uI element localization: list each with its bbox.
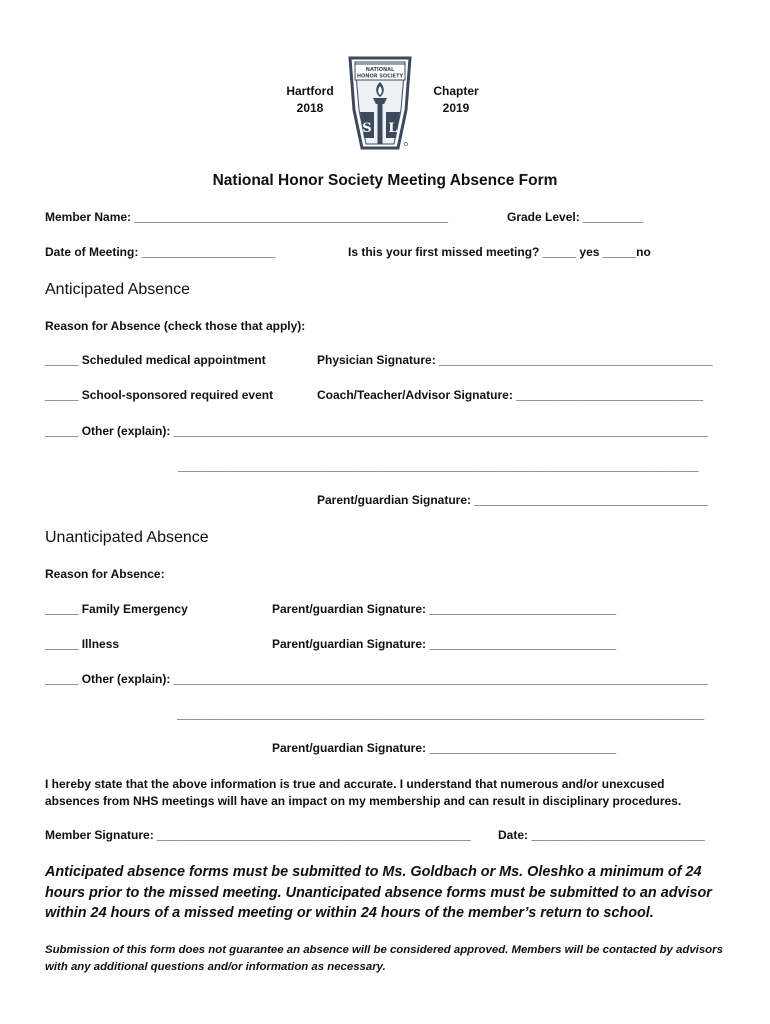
- anticipated-heading: Anticipated Absence: [45, 281, 190, 298]
- svg-text:S: S: [362, 121, 372, 136]
- header-hartford: Hartford: [286, 84, 334, 98]
- illness-checkbox[interactable]: _____ Illness: [45, 637, 120, 651]
- date-field[interactable]: Date: __________________________: [498, 828, 705, 842]
- header-chapter: Chapter: [433, 84, 479, 98]
- anticipated-parent-signature-field[interactable]: Parent/guardian Signature: ___________________________________: [317, 493, 708, 507]
- unanticipated-other-line2[interactable]: _______________________________________________________________________________: [177, 707, 705, 721]
- physician-signature-field[interactable]: Physician Signature: _________________________________________: [317, 353, 713, 367]
- logo-text-national: NATIONAL: [365, 67, 395, 73]
- unanticipated-other-field[interactable]: _____ Other (explain): ________________________________________________________________________________: [45, 672, 708, 686]
- anticipated-other-field[interactable]: _____ Other (explain): ________________________________________________________________________________: [45, 424, 708, 438]
- unanticipated-parent-signature-field[interactable]: Parent/guardian Signature: ____________________________: [272, 741, 617, 755]
- svg-text:L: L: [388, 121, 398, 136]
- nhs-keystone-torch-logo: [346, 52, 414, 150]
- unanticipated-reason-label: Reason for Absence:: [45, 567, 165, 581]
- submission-notice: Anticipated absence forms must be submitted to Ms. Goldbach or Ms. Oleshko a minimum of 24 hours prior to the missed meeting. Unanticipated absence forms must be submitted to an advisor within 24 hours of a missed meeting or within 24 hours of the member’s return to school.: [45, 864, 712, 921]
- page-title: National Honor Society Meeting Absence Form: [212, 172, 558, 189]
- coach-signature-field[interactable]: Coach/Teacher/Advisor Signature: ____________________________: [317, 388, 704, 402]
- grade-level-field[interactable]: Grade Level: _________: [507, 210, 644, 224]
- logo-text-honor-society: HONOR SOCIETY: [356, 73, 404, 80]
- unanticipated-heading: Unanticipated Absence: [45, 529, 209, 546]
- anticipated-reason-label: Reason for Absence (check those that apply):: [45, 319, 306, 333]
- school-event-checkbox[interactable]: _____ School-sponsored required event: [45, 388, 274, 402]
- date-of-meeting-field[interactable]: Date of Meeting: ____________________: [45, 245, 276, 259]
- family-parent-signature-field[interactable]: Parent/guardian Signature: ____________________________: [272, 602, 617, 616]
- member-signature-field[interactable]: Member Signature: _______________________________________________: [45, 828, 471, 842]
- header-year-left: 2018: [296, 101, 324, 115]
- illness-parent-signature-field[interactable]: Parent/guardian Signature: ____________________________: [272, 637, 617, 651]
- medical-appointment-checkbox[interactable]: _____ Scheduled medical appointment: [45, 353, 266, 367]
- member-name-field[interactable]: Member Name: _______________________________________________: [45, 210, 449, 224]
- statement-paragraph: I hereby state that the above information is true and accurate. I understand that numerous and/or unexcused absences from NHS meetings will have an impact on my membership and can result in disciplinary procedures.: [45, 777, 682, 808]
- disclaimer: Submission of this form does not guarantee an absence will be considered approved. Members will be contacted by advisors with any additional questions and/or information as necessary.: [45, 944, 723, 973]
- anticipated-other-line2[interactable]: ______________________________________________________________________________: [178, 459, 699, 473]
- header-year-right: 2019: [442, 101, 470, 115]
- family-emergency-checkbox[interactable]: _____ Family Emergency: [45, 602, 188, 616]
- first-missed-meeting-field[interactable]: Is this your first missed meeting? _____ yes _____no: [348, 245, 651, 259]
